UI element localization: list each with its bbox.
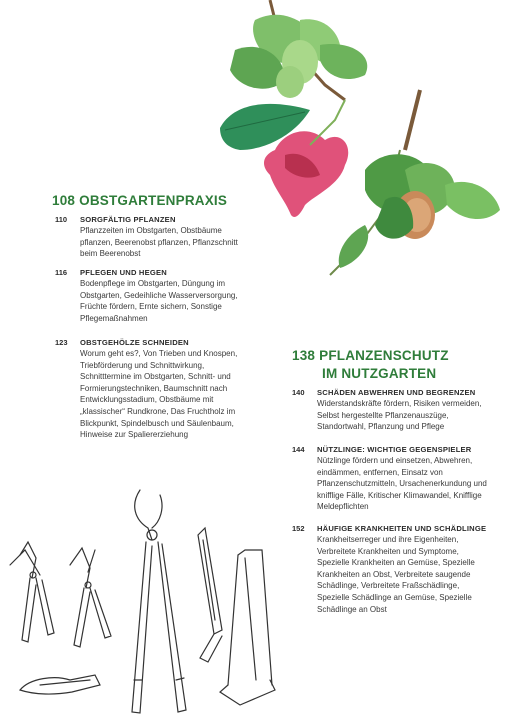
section-heading-pflanzenschutz — [292, 347, 449, 383]
section-page-number: 108 — [52, 193, 76, 208]
section-title-line1: PFLANZENSCHUTZ — [319, 348, 449, 363]
garden-tools-illustration — [0, 480, 290, 720]
toc-page-number: 116 — [55, 268, 68, 277]
toc-entry-text: Widerstandskräfte fördern, Risiken vermeiden, Selbst hergestellte Pflanzenauszüge, Standortwahl, Pflanzung und Pflege — [317, 399, 482, 432]
section-title: OBSTGARTENPRAXIS — [79, 193, 228, 208]
toc-page-number: 140 — [292, 388, 305, 397]
section-heading-obstgartenpraxis — [52, 193, 227, 209]
toc-entry-text: Worum geht es?, Von Trieben und Knospen, Triebförderung und Schnittwirkung, Schnitttermine im Obstgarten, Schnitt- und Formierungstechniken, Baumschnitt nach Entwicklungsstadium, Obstbäume mit „klassischer“ Rundkrone, Das Fruchtholz im Blickpunkt, Spindelbusch und Säulenbaum, Hinweise zur Spaliererziehung — [80, 349, 238, 440]
toc-entry-text: Bodenpflege im Obstgarten, Düngung im Obstgarten, Gedeihliche Wasserversorgung, Früchte fördern, Ernte sichern, Sonstige Pflegemaßnahmen — [80, 279, 238, 323]
toc-entry-title: SORGFÄLTIG PFLANZEN — [80, 215, 176, 224]
section-title-line2: IM NUTZGARTEN — [322, 366, 437, 381]
toc-entry-text: Krankheitserreger und ihre Eigenheiten, Verbreitete Krankheiten und Symptome, Spezielle Krankheiten an Gemüse, Spezielle Krankheiten an Obst, Verbreitete saugende Schädlinge, Verbreitete Fraßschädlinge, Spezielle Schädlinge an Gemüse, Spezielle Schädlinge an Obst — [317, 535, 475, 614]
toc-entry-text: Pflanzzeiten im Obstgarten, Obstbäume pflanzen, Beerenobst pflanzen, Pflanzschnitt beim Beerenobst — [80, 226, 238, 259]
section-page-number: 138 — [292, 348, 316, 363]
toc-entry-title: OBSTGEHÖLZE SCHNEIDEN — [80, 338, 189, 347]
toc-page-number: 110 — [55, 215, 68, 224]
toc-entry-text: Nützlinge fördern und einsetzen, Abwehren, eindämmen, entfernen, Einsatz von Pflanzenschutzmitteln, Ursachenerkundung und knifflige Fälle, Kritischer Klimawandel, Knifflige Meldepflichten — [317, 456, 487, 512]
toc-entry-title: PFLEGEN UND HEGEN — [80, 268, 167, 277]
toc-entry — [55, 338, 245, 441]
toc-entry-title: SCHÄDEN ABWEHREN UND BEGRENZEN — [317, 388, 476, 397]
toc-page-number: 123 — [55, 338, 68, 347]
toc-entry — [292, 445, 492, 513]
toc-entry — [55, 268, 245, 324]
toc-entry — [292, 524, 492, 615]
hazelnut-branch-illustration — [215, 0, 514, 290]
toc-page-number: 144 — [292, 445, 305, 454]
toc-entry-title: NÜTZLINGE: WICHTIGE GEGENSPIELER — [317, 445, 472, 454]
toc-entry-title: HÄUFIGE KRANKHEITEN UND SCHÄDLINGE — [317, 524, 487, 533]
toc-entry — [55, 215, 245, 260]
toc-page-number: 152 — [292, 524, 305, 533]
toc-entry — [292, 388, 492, 433]
